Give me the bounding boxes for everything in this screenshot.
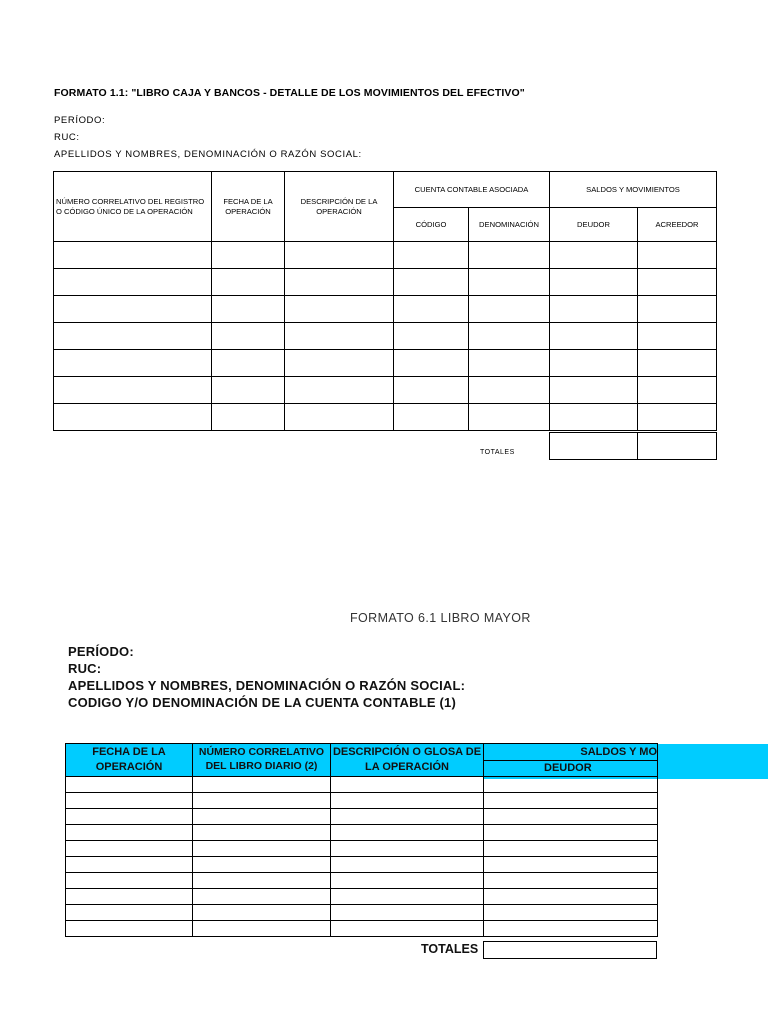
periodo-label-2: PERÍODO:	[68, 644, 134, 659]
totales-label-1: TOTALES	[480, 449, 515, 456]
table-row	[54, 404, 717, 431]
header-cuenta-contable: CUENTA CONTABLE ASOCIADA	[394, 172, 550, 208]
razon-social-label-1: APELLIDOS Y NOMBRES, DENOMINACIÓN O RAZÓN SOCIAL:	[54, 149, 362, 160]
header-saldos-movimientos: SALDOS Y MOVIMIENTOS	[550, 172, 717, 208]
header-descripcion-glosa: DESCRIPCIÓN O GLOSA DE LA OPERACIÓN	[331, 744, 484, 777]
table-row	[66, 841, 658, 857]
table-row	[54, 323, 717, 350]
header-deudor: DEUDOR	[550, 208, 638, 242]
formato-6-1-title: FORMATO 6.1 LIBRO MAYOR	[350, 611, 531, 625]
header-denominacion: DENOMINACIÓN	[469, 208, 550, 242]
header-acreedor: ACREEDOR	[638, 208, 717, 242]
header-fecha-operacion-2: FECHA DE LA OPERACIÓN	[66, 744, 193, 777]
table-row	[54, 377, 717, 404]
total-acreedor-cell[interactable]	[638, 433, 717, 460]
ruc-label-1: RUC:	[54, 132, 80, 143]
total-deudor-cell[interactable]	[550, 433, 638, 460]
table-row	[54, 350, 717, 377]
header-codigo: CÓDIGO	[394, 208, 469, 242]
table-row	[66, 921, 658, 937]
table-row	[66, 873, 658, 889]
header-numero-correlativo-2: NÚMERO CORRELATIVO DEL LIBRO DIARIO (2)	[193, 744, 331, 777]
table-row	[66, 857, 658, 873]
ruc-label-2: RUC:	[68, 661, 102, 676]
table-row	[66, 809, 658, 825]
total-deudor-cell-2[interactable]	[483, 941, 657, 959]
libro-caja-table	[53, 171, 717, 431]
table-row	[54, 242, 717, 269]
razon-social-label-2: APELLIDOS Y NOMBRES, DENOMINACIÓN O RAZÓN SOCIAL:	[68, 678, 466, 693]
header-saldos-movimientos-2: SALDOS Y MO	[484, 744, 658, 761]
libro-mayor-table	[65, 743, 658, 937]
table-row	[66, 777, 658, 793]
table-row	[54, 296, 717, 323]
table-row	[66, 825, 658, 841]
table-row	[66, 889, 658, 905]
periodo-label-1: PERÍODO:	[54, 115, 106, 126]
table-row	[54, 269, 717, 296]
cuenta-contable-label-2: CODIGO Y/O DENOMINACIÓN DE LA CUENTA CONTABLE (1)	[68, 695, 457, 710]
formato-1-1-title: FORMATO 1.1: "LIBRO CAJA Y BANCOS - DETALLE DE LOS MOVIMIENTOS DEL EFECTIVO"	[54, 87, 525, 99]
header-numero-correlativo: NÚMERO CORRELATIVO DEL REGISTRO O CÓDIGO ÚNICO DE LA OPERACIÓN	[54, 172, 212, 242]
table-row	[66, 793, 658, 809]
table-row	[66, 905, 658, 921]
header-fecha-operacion: FECHA DE LA OPERACIÓN	[212, 172, 285, 242]
totales-table-1	[549, 432, 717, 460]
header-descripcion-operacion: DESCRIPCIÓN DE LA OPERACIÓN	[285, 172, 394, 242]
totales-label-2: TOTALES	[421, 942, 479, 956]
header-deudor-2: DEUDOR	[484, 761, 658, 777]
